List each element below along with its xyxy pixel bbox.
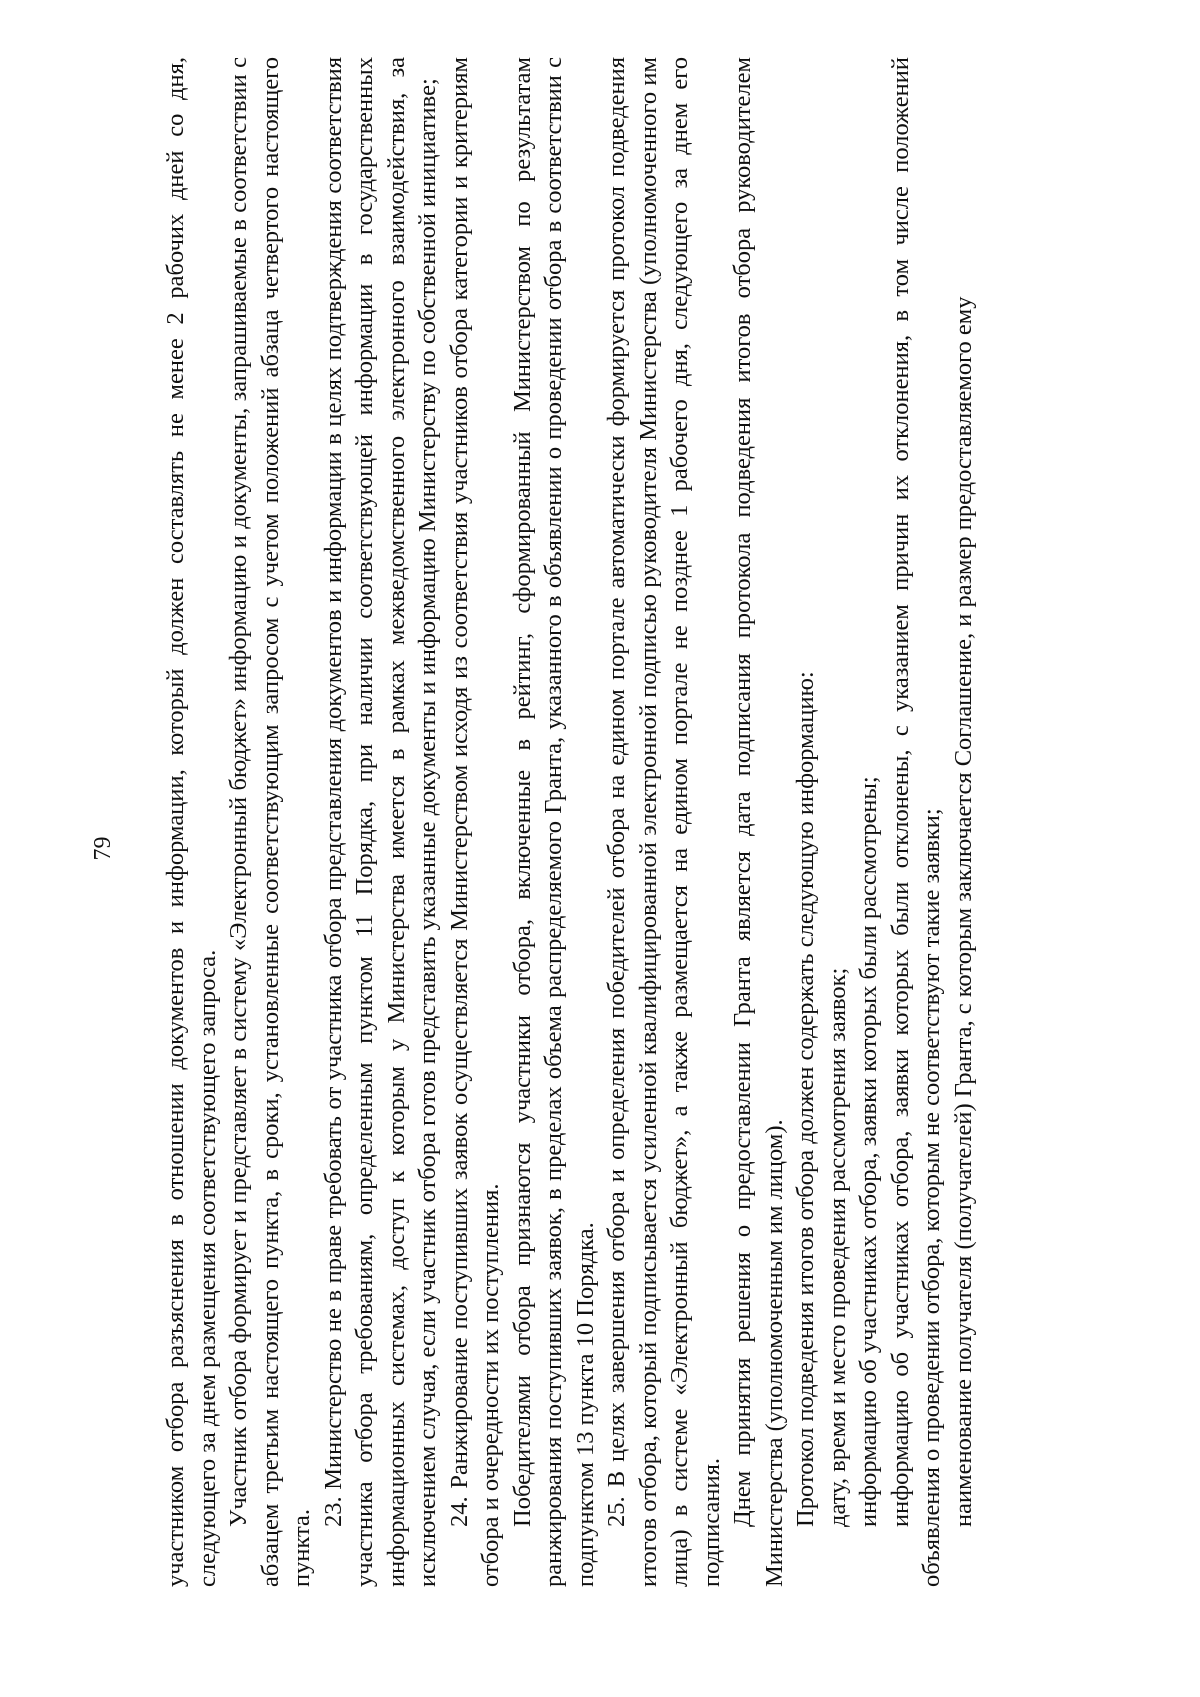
paragraph: информацию об участниках отбора, заявки которых были рассмотрены; <box>855 776 882 1527</box>
paragraph: Протокол подведения итогов отбора должен содержать следующую информацию: <box>792 671 819 1527</box>
paragraph: Победителями отбора признаются участники отбора, включенные в рейтинг, сформированный Министерством по результатам ранжирования поступивших заявок, в пределах объема распределяемого Гранта, указанного в объявлении о проведении отбора в соответствии с подпунктом 13 пункта 10 Порядка. <box>508 57 599 1587</box>
paragraph: участником отбора разъяснения в отношении документов и информации, который должен составлять не менее 2 рабочих дней со дня, следующего за днем размещения соответствующего запроса. <box>162 57 221 1587</box>
paragraph: дату, время и место проведения рассмотрения заявок; <box>823 967 851 1527</box>
paragraph: Днем принятия решения о предоставлении Гранта является дата подписания протокола подведения итогов отбора руководителем Министерства (уполномоченным им лицом). <box>729 57 788 1587</box>
page-number: 79 <box>90 836 116 861</box>
paragraph: 25. В целях завершения отбора и определения победителей отбора на едином портале автоматически формируется протокол подведения итогов отбора, который подписывается усиленной квалифицированной электронной подписью руководителя Министерства (уполномоченного им лица) в системе «Электронный бюджет», а также размещается на едином портале не позднее 1 рабочего дня, следующего за днем его подписания. <box>603 57 725 1587</box>
paragraph: 23. Министерство не в праве требовать от участника отбора представления документов и информации в целях подтверждения соответствия участника отбора требованиям, определенным пунктом 11 Порядка, при наличии соответствующей информации в государственных информационных системах, доступ к которым у Министерства имеется в рамках межведомственного электронного взаимодействия, за исключением случая, если участник отбора готов представить указанные документы и информацию Министерству по собственной инициативе; <box>319 57 441 1587</box>
paragraph: 24. Ранжирование поступивших заявок осуществляется Министерством исходя из соответствия участников отбора категории и критериям отбора и очередности их поступления. <box>445 57 504 1587</box>
paragraph: информацию об участниках отбора, заявки которых были отклонены, с указанием причин их отклонения, в том числе положений объявления о проведении отбора, которым не соответствуют такие заявки; <box>886 57 945 1587</box>
paragraph: Участник отбора формирует и представляет в систему «Электронный бюджет» информацию и документы, запрашиваемые в соответствии с абзацем третьим настоящего пункта, в сроки, установленные соответствующим запросом с учетом положений абзаца четвертого настоящего пункта. <box>225 57 315 1587</box>
document-body <box>160 57 979 1587</box>
paragraph: наименование получателя (получателей) Гранта, с которым заключается Соглашение, и размер предоставляемого ему <box>949 296 977 1527</box>
